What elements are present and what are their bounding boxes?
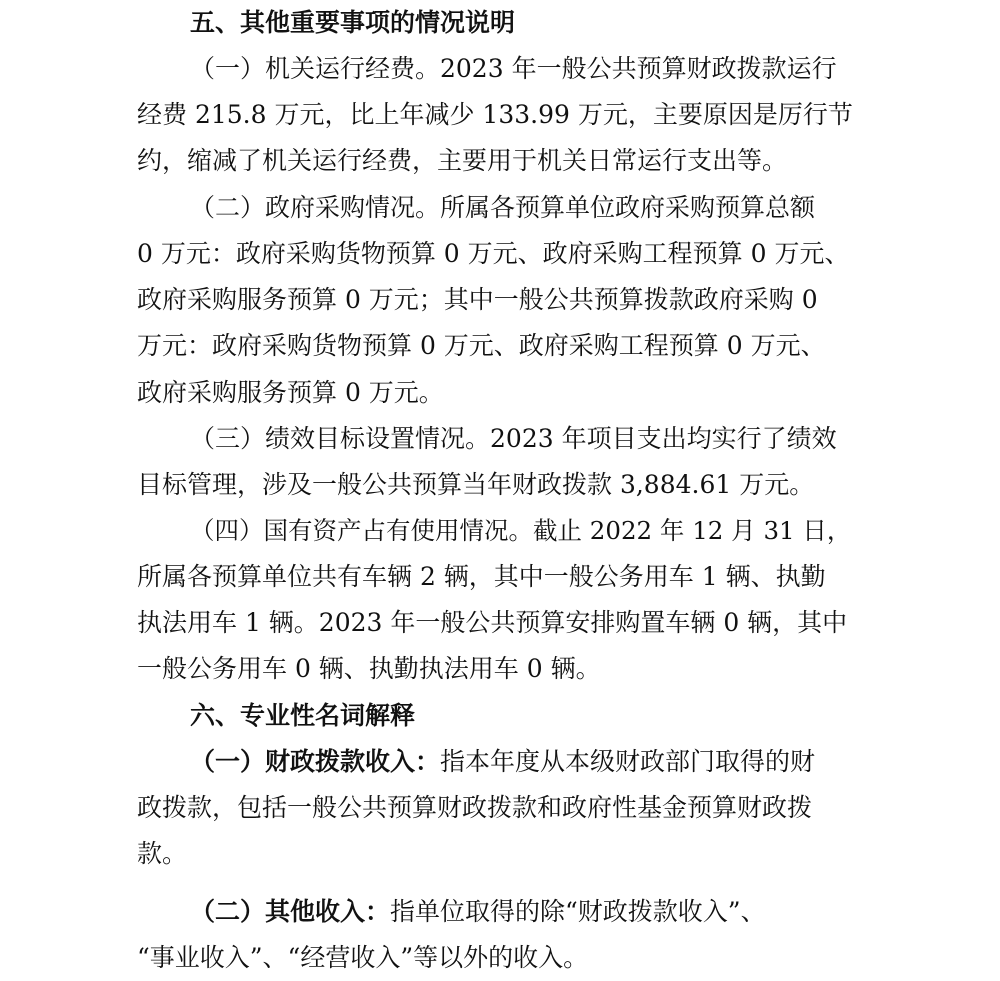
term-other-income-line-2: “事业收入”、“经营收入”等以外的收入。: [137, 943, 589, 972]
para-operating-expenses-line-2: 经费 215.8 万元，比上年减少 133.99 万元，主要原因是厉行节: [137, 100, 853, 129]
term-fiscal-appropriation-line-3: 款。: [137, 839, 188, 868]
para-procurement-line-4: 万元：政府采购货物预算 0 万元、政府采购工程预算 0 万元、: [137, 331, 826, 360]
section-6-heading: 六、专业性名词解释: [190, 701, 416, 730]
term-other-income-line-1: [190, 889, 766, 935]
para-assets-line-3: 执法用车 1 辆。2023 年一般公共预算安排购置车辆 0 辆，其中: [137, 608, 848, 637]
term-other-income-label: （二）其他收入：: [190, 897, 391, 926]
para-procurement-line-2: 0 万元：政府采购货物预算 0 万元、政府采购工程预算 0 万元、: [137, 239, 850, 268]
term-fiscal-appropriation-line-1: [190, 739, 815, 785]
para-performance-line-1: （三）绩效目标设置情况。2023 年项目支出均实行了绩效: [190, 424, 837, 453]
term-fiscal-appropriation-definition: 指本年度从本级财政部门取得的财: [440, 747, 816, 776]
section-5-heading: 五、其他重要事项的情况说明: [190, 8, 516, 37]
term-fiscal-appropriation-label: （一）财政拨款收入：: [190, 747, 441, 776]
para-assets-line-2: 所属各预算单位共有车辆 2 辆，其中一般公务用车 1 辆、执勤: [137, 562, 826, 591]
para-operating-expenses-line-1: （一）机关运行经费。2023 年一般公共预算财政拨款运行: [190, 54, 837, 83]
para-operating-expenses-line-3: 约，缩减了机关运行经费，主要用于机关日常运行支出等。: [137, 146, 788, 175]
para-procurement-line-3: 政府采购服务预算 0 万元；其中一般公共预算拨款政府采购 0: [137, 285, 818, 314]
para-assets-line-4: 一般公务用车 0 辆、执勤执法用车 0 辆。: [137, 654, 601, 683]
para-procurement-line-1: （二）政府采购情况。所属各预算单位政府采购预算总额: [190, 193, 816, 222]
term-other-income-definition: 指单位取得的除“财政拨款收入”、: [390, 897, 766, 926]
para-performance-line-2: 目标管理，涉及一般公共预算当年财政拨款 3,884.61 万元。: [137, 470, 815, 499]
para-procurement-line-5: 政府采购服务预算 0 万元。: [137, 378, 444, 407]
term-fiscal-appropriation-line-2: 政拨款，包括一般公共预算财政拨款和政府性基金预算财政拨: [137, 793, 813, 822]
para-assets-line-1: （四）国有资产占有使用情况。截止 2022 年 12 月 31 日，: [190, 516, 852, 545]
